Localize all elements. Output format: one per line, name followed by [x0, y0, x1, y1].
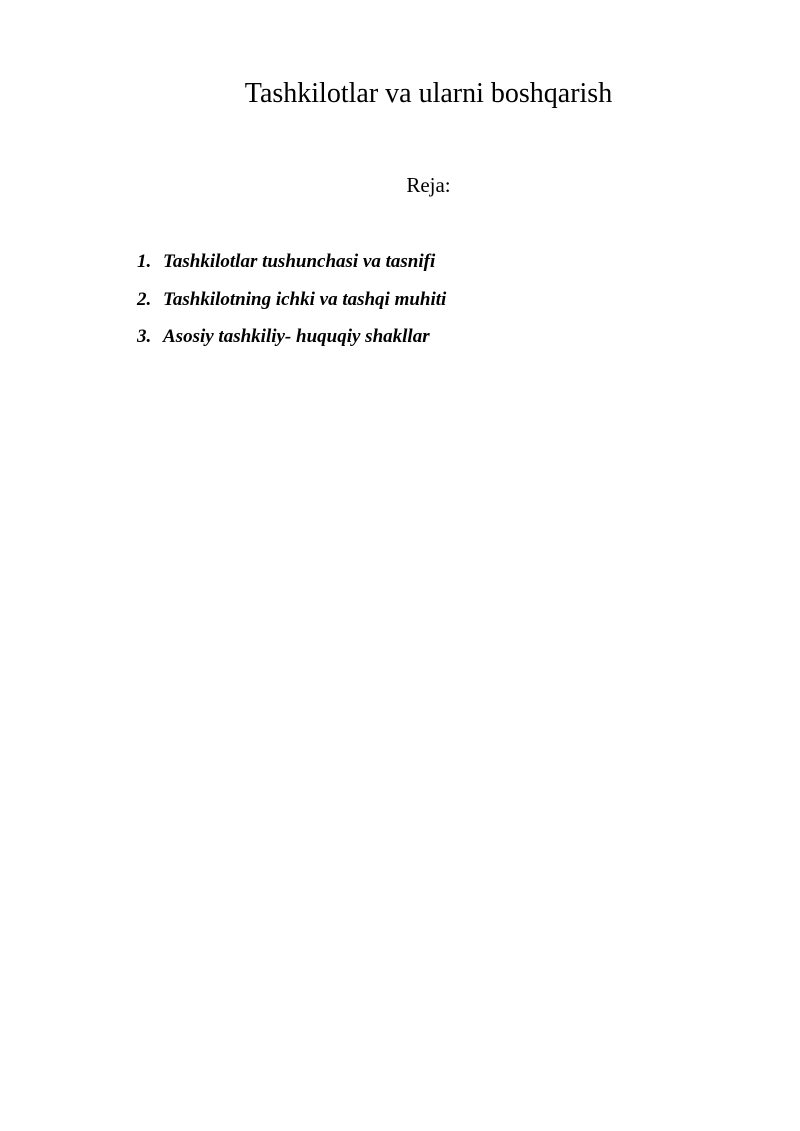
list-item [137, 318, 446, 356]
plan-list [137, 243, 446, 356]
list-item [137, 243, 446, 281]
list-item [137, 281, 446, 319]
list-item-text: Asosiy tashkiliy- huquqiy shakllar [163, 326, 430, 347]
page-title: Tashkilotlar va ularni boshqarish [244, 78, 613, 109]
list-item-text: Tashkilotlar tushunchasi va tasnifi [163, 251, 436, 272]
plan-heading: Reja: [406, 173, 451, 197]
list-item-number: 1. [137, 251, 152, 272]
list-item-text: Tashkilotning ichki va tashqi muhiti [163, 288, 447, 310]
list-item-number: 3. [137, 326, 152, 347]
list-item-number: 2. [137, 288, 152, 310]
